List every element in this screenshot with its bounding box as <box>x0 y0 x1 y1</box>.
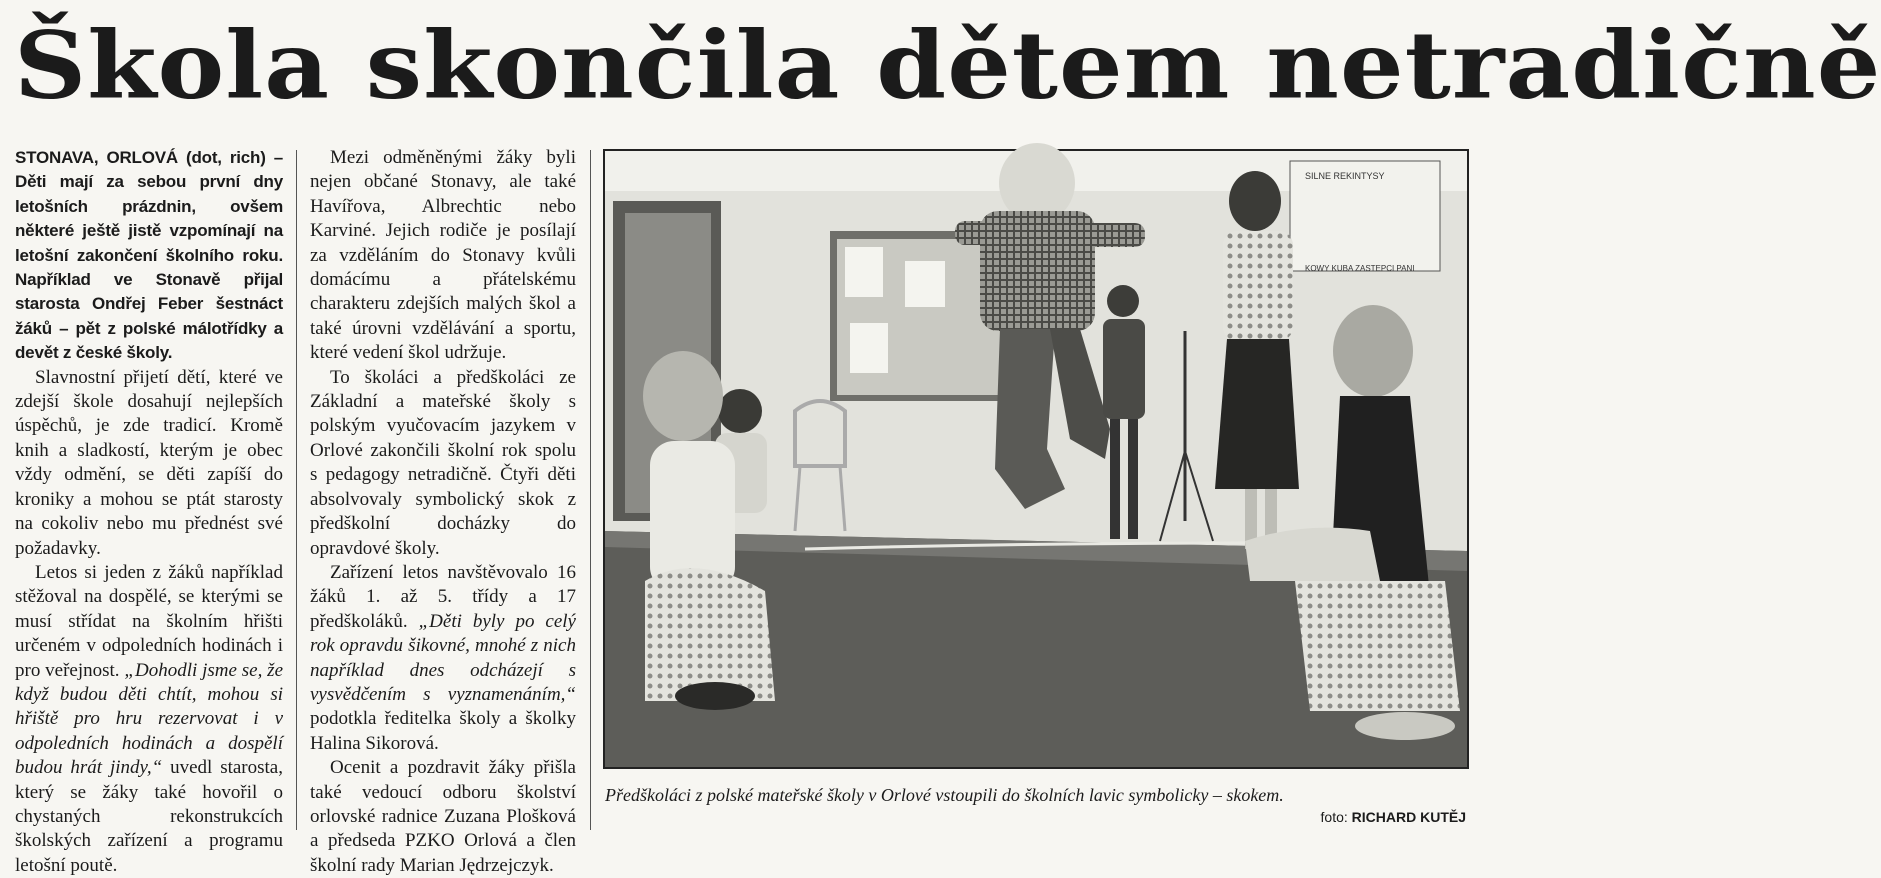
photo-illustration <box>605 151 1467 767</box>
paragraph-2 <box>15 561 283 878</box>
photo-credit <box>1321 806 1466 828</box>
credit-name: RICHARD KUTĚJ <box>1351 809 1466 825</box>
paragraph-2-end: uvedl starosta, který se žáky také hovořil o chystaných rekonstrukcích školských zařízení a programu letošní poutě. <box>15 757 283 876</box>
paragraph-1: Slavnostní přijetí dětí, které ve zdejší škole dosahují nejlepších úspěchů, je zde tradicí. Kromě knih a sladkostí, kterým je obec vždy odmění, se děti zapíší do kroniky a mohou se ptát starosty na cokoliv nebo mu přednést své požadavky. <box>15 366 283 559</box>
paragraph-2-text: Letos si jeden z žáků například stěžoval na dospělé, se kterými se musí střídat na školním hřišti určeném v odpoledních hodinách i pro veřejnost. <box>15 561 283 681</box>
paragraph-4: To školáci a předškoláci ze Základní a mateřské školy s polským vyučovacím jazykem v Orlové zakončili školní rok spolu s pedagogy netradičně. Čtyři děti absolvovaly symbolický skok z předškolní docházky do opravdové školy. <box>310 366 576 559</box>
dateline: STONAVA, ORLOVÁ (dot, rich) <box>15 148 266 167</box>
board-text: KOWY KUBA ZASTEPCI PANI <box>1305 264 1415 273</box>
banner-text: SILNE REKINTYSY <box>1305 171 1385 181</box>
paragraph-2-quote: „Dohodli jsme se, že když budou děti chtít, mohou si hřiště pro hru rezervovat i v odpoledních hodinách a dospělí budou hrát jindy,“ <box>15 659 283 779</box>
paragraph-5 <box>310 561 576 756</box>
paragraph-5-end: podotkla ředitelka školy a školky Halina Sikorová. <box>310 708 576 754</box>
credit-prefix: foto: <box>1320 809 1352 825</box>
paragraph-6: Ocenit a pozdravit žáky přišla také vedoucí odboru školství orlovské radnice Zuzana Plošková a předseda PZKO Orlová a člen školní rady Marian Jędrzejczyk. <box>310 757 576 876</box>
paragraph-5-text: Zařízení letos navštěvovalo 16 žáků 1. až 5. třídy a 17 předškoláků. <box>310 561 576 632</box>
paragraph-5-quote: „Děti byly po celý rok opravdu šikovné, mnohé z nich například dnes odcházejí s vysvědčením s vyznamenáním,“ <box>310 610 576 705</box>
column-1 <box>15 146 283 878</box>
column-rule-1 <box>296 150 297 830</box>
news-photo <box>603 149 1469 769</box>
paragraph-3: Mezi odměněnými žáky byli nejen občané Stonavy, ale také Havířova, Albrechtic nebo Karviné. Jejich rodiče je posílají za vzděláním do Stonavy kvůli domácímu a přátelskému charakteru zdejších malých škol a také úrovni vzdělávání a sportu, které vedení škol udržuje. <box>310 147 576 364</box>
lead-text: – Děti mají za sebou první dny letošních prázdnin, ovšem některé ještě jistě vzpomínají na letošní zakončení školního roku. Například ve Stonavě přijal starosta Ondřej Feber šestnáct žáků – pět z polské málotřídky a devět z české školy. <box>15 148 283 363</box>
headline: Škola skončila dětem netradičně <box>14 10 1881 120</box>
column-2 <box>310 146 576 878</box>
column-rule-2 <box>590 150 591 830</box>
lead-paragraph <box>15 146 283 366</box>
photo-caption: Předškoláci z polské mateřské školy v Orlové vstoupili do školních lavic symbolicky – skokem. <box>605 785 1284 805</box>
